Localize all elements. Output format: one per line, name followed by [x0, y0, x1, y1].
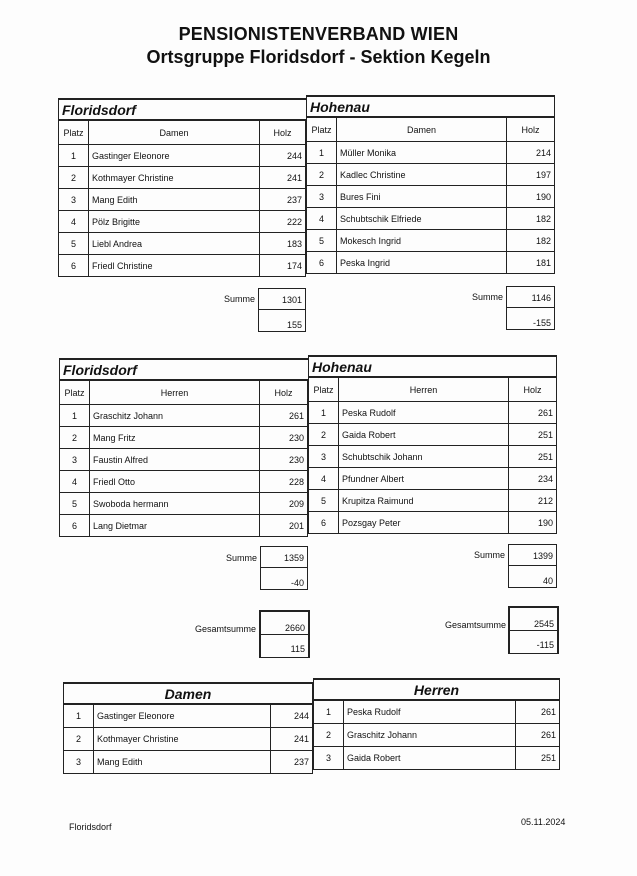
table-row: 1 Gastinger Eleonore 244 [59, 145, 306, 167]
table-row: 5 Swoboda hermann 209 [60, 493, 308, 515]
table-row: 3 Faustin Alfred 230 [60, 449, 308, 471]
table-row: 5 Mokesch Ingrid 182 [307, 230, 555, 252]
table-row: 1 Peska Rudolf 261 [309, 402, 557, 424]
team-header: Hohenau [308, 355, 557, 377]
summe-value: 1301 [258, 288, 306, 310]
table-row: 4 Pölz Brigitte 222 [59, 211, 306, 233]
col-name-header: Herren [339, 378, 509, 402]
table-row: 1 Müller Monika 214 [307, 142, 555, 164]
table-row: 2 Kadlec Christine 197 [307, 164, 555, 186]
table-row: 1 Graschitz Johann 261 [60, 405, 308, 427]
summe-value: 1359 [260, 546, 308, 568]
damen-right-block [306, 95, 555, 274]
page-title: PENSIONISTENVERBAND WIEN [178, 24, 459, 44]
table-row: 4 Schubtschik Elfriede 182 [307, 208, 555, 230]
best-herren-block [313, 678, 560, 770]
col-platz-header: Platz [309, 378, 339, 402]
table-row: 4 Friedl Otto 228 [60, 471, 308, 493]
best-damen-table [63, 704, 313, 774]
table-row: 6 Friedl Christine 174 [59, 255, 306, 277]
diff-value: -155 [506, 308, 555, 330]
gesamtsumme-label: Gesamtsumme [444, 620, 506, 630]
damen-left-table [58, 120, 306, 277]
best-damen-header: Damen [63, 682, 313, 704]
gesamtsumme-value: 2660 [259, 610, 310, 635]
summe-label: Summe [473, 550, 505, 560]
team-header: Hohenau [306, 95, 555, 117]
table-row: 6 Lang Dietmar 201 [60, 515, 308, 537]
col-name-header: Damen [89, 121, 260, 145]
table-row: 2 Gaida Robert 251 [309, 424, 557, 446]
gesamt-diff-value: 115 [259, 635, 310, 658]
diff-value: 40 [508, 566, 557, 588]
herren-right-table [308, 377, 557, 534]
col-platz-header: Platz [60, 381, 90, 405]
damen-right-table [306, 117, 555, 274]
summe-label: Summe [223, 294, 255, 304]
damen-left-block [58, 98, 306, 277]
col-platz-header: Platz [59, 121, 89, 145]
col-holz-header: Holz [260, 121, 306, 145]
table-row: 1 Gastinger Eleonore 244 [64, 705, 313, 728]
col-holz-header: Holz [507, 118, 555, 142]
best-herren-header: Herren [313, 678, 560, 700]
gesamtsumme-value: 2545 [508, 606, 559, 631]
table-row: 2 Graschitz Johann 261 [314, 724, 560, 747]
table-row: 2 Kothmayer Christine 241 [59, 167, 306, 189]
col-name-header: Herren [90, 381, 260, 405]
best-damen-block [63, 682, 313, 774]
page-subtitle: Ortsgruppe Floridsdorf - Sektion Kegeln [146, 47, 491, 67]
gesamt-diff-value: -115 [508, 631, 559, 654]
table-row: 3 Mang Edith 237 [64, 751, 313, 774]
summe-value: 1399 [508, 544, 557, 566]
table-row: 3 Gaida Robert 251 [314, 747, 560, 770]
table-row: 4 Pfundner Albert 234 [309, 468, 557, 490]
gesamtsumme-label: Gesamtsumme [194, 624, 256, 634]
table-row: 6 Peska Ingrid 181 [307, 252, 555, 274]
col-platz-header: Platz [307, 118, 337, 142]
table-row: 1 Peska Rudolf 261 [314, 701, 560, 724]
footer-location: Floridsdorf [69, 822, 112, 832]
herren-right-block [308, 355, 557, 534]
table-row: 6 Pozsgay Peter 190 [309, 512, 557, 534]
summe-value: 1146 [506, 286, 555, 308]
best-herren-table [313, 700, 560, 770]
table-row: 3 Bures Fini 190 [307, 186, 555, 208]
herren-left-block [59, 358, 308, 537]
team-header: Floridsdorf [59, 358, 308, 380]
table-row: 5 Liebl Andrea 183 [59, 233, 306, 255]
diff-value: 155 [258, 310, 306, 332]
diff-value: -40 [260, 568, 308, 590]
table-row: 3 Mang Edith 237 [59, 189, 306, 211]
table-row: 2 Mang Fritz 230 [60, 427, 308, 449]
col-holz-header: Holz [509, 378, 557, 402]
summe-label: Summe [225, 553, 257, 563]
table-row: 2 Kothmayer Christine 241 [64, 728, 313, 751]
table-row: 5 Krupitza Raimund 212 [309, 490, 557, 512]
summe-label: Summe [471, 292, 503, 302]
team-header: Floridsdorf [58, 98, 306, 120]
footer-date: 05.11.2024 [521, 817, 566, 827]
table-row: 3 Schubtschik Johann 251 [309, 446, 557, 468]
col-name-header: Damen [337, 118, 507, 142]
herren-left-table [59, 380, 308, 537]
col-holz-header: Holz [260, 381, 308, 405]
